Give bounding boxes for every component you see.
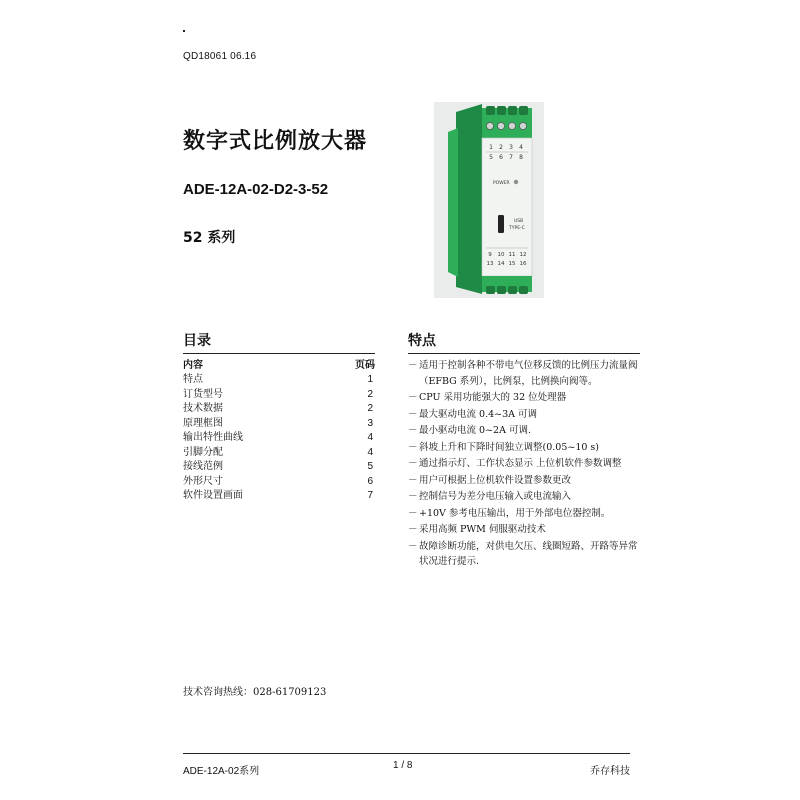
terminal-12: 12 bbox=[519, 252, 527, 258]
model-number: ADE-12A-02-D2-3-52 bbox=[183, 181, 329, 198]
support-hotline: 技术咨询热线：028-61709123 bbox=[183, 687, 327, 698]
list-item bbox=[408, 407, 640, 423]
feature-text: 通过指示灯、工作状态显示 上位机软件参数调整 bbox=[419, 458, 622, 469]
toc-row bbox=[183, 475, 375, 490]
feature-text: 斜坡上升和下降时间独立调整(0.05~10 s) bbox=[419, 441, 600, 453]
terminal-4: 4 bbox=[519, 144, 523, 151]
terminal-10: 10 bbox=[497, 252, 505, 258]
terminal-1: 1 bbox=[489, 144, 493, 151]
toc-row bbox=[183, 388, 375, 403]
toc-item-page: 4 bbox=[367, 432, 373, 443]
dash-bullet-icon: － bbox=[408, 524, 418, 535]
dash-bullet-icon: － bbox=[408, 540, 418, 552]
usb-type-label: TYPE-C bbox=[509, 226, 525, 231]
list-item bbox=[408, 390, 640, 406]
header-dot bbox=[183, 30, 185, 32]
toc-row bbox=[183, 446, 375, 461]
features-list bbox=[408, 358, 640, 570]
feature-text: +10V 参考电压输出，用于外部电位器控制。 bbox=[419, 507, 611, 519]
toc-row bbox=[183, 431, 375, 446]
feature-text: 适用于控制各种不带电气位移反馈的比例压力流量阀（EFBG 系列），比例泵，比例换向阀等。 bbox=[419, 360, 638, 387]
usb-label: USB bbox=[514, 219, 524, 224]
features-heading: 特点 bbox=[408, 330, 640, 354]
table-of-contents bbox=[183, 330, 375, 504]
features-section bbox=[408, 330, 640, 571]
toc-item-label: 原理框图 bbox=[183, 417, 223, 429]
toc-item-page: 7 bbox=[367, 490, 373, 501]
list-item bbox=[408, 423, 640, 439]
list-item bbox=[408, 440, 640, 456]
toc-row bbox=[183, 417, 375, 432]
feature-text: 采用高频 PWM 伺服驱动技术 bbox=[419, 524, 546, 535]
dash-bullet-icon: － bbox=[408, 491, 418, 502]
toc-item-page: 2 bbox=[367, 388, 373, 400]
terminal-3: 3 bbox=[509, 144, 513, 151]
product-image bbox=[434, 102, 544, 298]
feature-text: CPU 采用功能强大的 32 位处理器 bbox=[419, 392, 567, 403]
footer-company: 乔存科技 bbox=[590, 766, 630, 777]
toc-item-label: 接线范例 bbox=[183, 461, 223, 472]
power-led-icon bbox=[514, 180, 518, 184]
dash-bullet-icon: － bbox=[408, 360, 418, 371]
power-label: POWER bbox=[493, 181, 510, 186]
toc-item-page: 3 bbox=[367, 417, 373, 429]
list-item bbox=[408, 522, 640, 538]
feature-text: 用户可根据上位机软件设置参数更改 bbox=[419, 474, 572, 486]
footer-series: ADE-12A-02系列 bbox=[183, 766, 260, 777]
series-label: 52 系列 bbox=[183, 230, 236, 246]
toc-item-label: 引脚分配 bbox=[183, 446, 223, 458]
terminal-7: 7 bbox=[509, 154, 513, 161]
toc-heading: 目录 bbox=[183, 330, 375, 354]
terminal-5: 5 bbox=[489, 154, 493, 161]
dash-bullet-icon: － bbox=[408, 392, 418, 403]
dash-bullet-icon: － bbox=[408, 458, 418, 469]
terminal-11: 11 bbox=[508, 252, 516, 258]
feature-text: 最小驱动电流 0~2A 可调. bbox=[419, 425, 531, 436]
toc-item-page: 5 bbox=[367, 461, 373, 472]
list-item bbox=[408, 473, 640, 489]
feature-text: 最大驱动电流 0.4~3A 可调 bbox=[419, 408, 538, 420]
toc-item-label: 输出特性曲线 bbox=[183, 432, 243, 443]
terminal-16: 16 bbox=[519, 261, 527, 267]
list-item bbox=[408, 489, 640, 505]
document-code: QD18061 06.16 bbox=[183, 51, 257, 62]
feature-text: 控制信号为差分电压输入或电流输入 bbox=[419, 491, 572, 502]
terminal-2: 2 bbox=[499, 144, 503, 151]
toc-item-label: 订货型号 bbox=[183, 388, 223, 400]
toc-item-page: 2 bbox=[367, 403, 373, 414]
toc-item-page: 1 bbox=[367, 374, 373, 385]
toc-row bbox=[183, 460, 375, 475]
toc-item-page: 6 bbox=[367, 475, 373, 487]
toc-item-label: 特点 bbox=[183, 374, 203, 385]
terminal-14: 14 bbox=[497, 261, 505, 267]
page-number: 1 / 8 bbox=[393, 760, 413, 771]
toc-col-page: 页码 bbox=[355, 360, 375, 371]
dash-bullet-icon: － bbox=[408, 425, 418, 436]
toc-row bbox=[183, 373, 375, 388]
usb-port-icon bbox=[498, 215, 504, 233]
terminal-15: 15 bbox=[508, 261, 516, 267]
toc-row bbox=[183, 402, 375, 417]
dash-bullet-icon: － bbox=[408, 441, 418, 453]
toc-item-label: 技术数据 bbox=[183, 403, 223, 414]
list-item bbox=[408, 539, 640, 570]
feature-text: 故障诊断功能，对供电欠压、线圈短路、开路等异常状况进行提示. bbox=[419, 540, 638, 567]
terminal-8: 8 bbox=[519, 154, 523, 161]
toc-row bbox=[183, 489, 375, 504]
toc-col-content: 内容 bbox=[183, 360, 203, 371]
terminal-13: 13 bbox=[486, 261, 494, 267]
terminal-9: 9 bbox=[488, 252, 492, 258]
footer-divider bbox=[183, 753, 630, 754]
dash-bullet-icon: － bbox=[408, 408, 418, 420]
dash-bullet-icon: － bbox=[408, 474, 418, 486]
terminal-6: 6 bbox=[499, 154, 503, 161]
list-item bbox=[408, 358, 640, 389]
toc-column-header bbox=[183, 358, 375, 373]
toc-item-page: 4 bbox=[367, 446, 373, 458]
toc-item-label: 软件设置画面 bbox=[183, 490, 243, 501]
list-item bbox=[408, 506, 640, 522]
toc-item-label: 外形尺寸 bbox=[183, 475, 223, 487]
page-title: 数字式比例放大器 bbox=[183, 129, 368, 154]
list-item bbox=[408, 456, 640, 472]
dash-bullet-icon: － bbox=[408, 507, 418, 519]
